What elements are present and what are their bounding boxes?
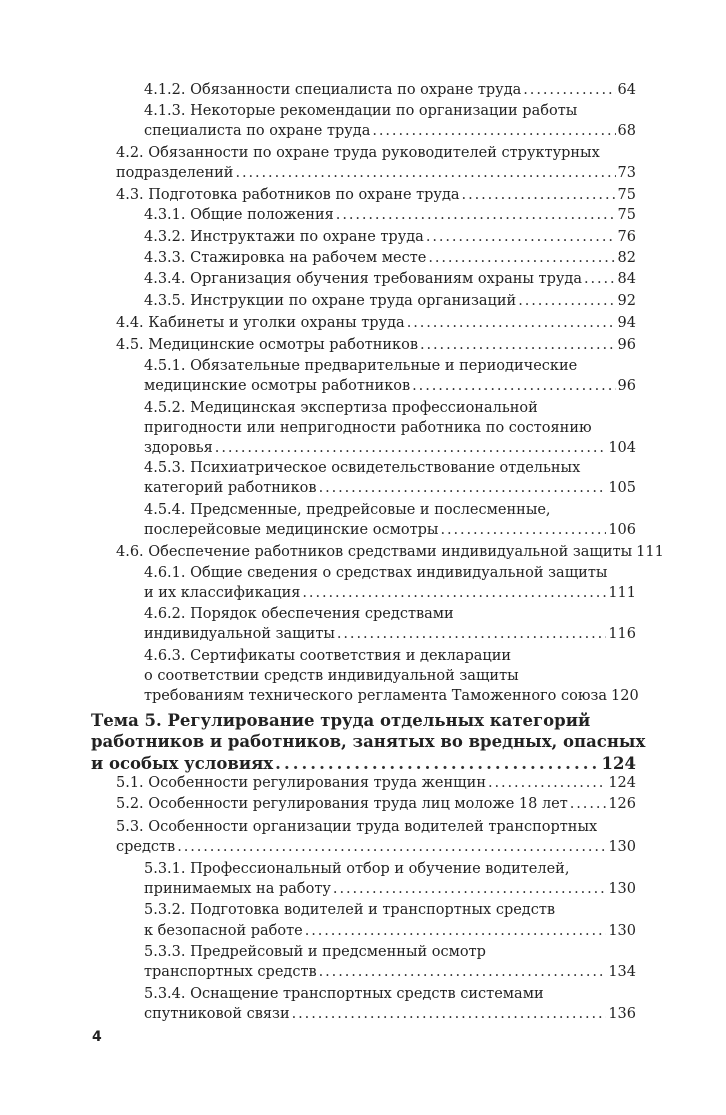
toc-entry-text: 4.6.1. Общие сведения о средствах индивидуальной защиты [144,565,608,581]
toc-entry-text: 4.3.4. Организация обучения требованиям охраны труда [144,271,582,287]
toc-page-number: 76 [617,229,636,245]
toc-line [144,438,636,459]
dot-leader [462,185,616,206]
toc-line [144,942,636,963]
toc-line [144,101,636,122]
dot-leader [336,205,616,226]
toc-entry-text: 4.5.3. Психиатрическое освидетельствование отдельных [144,460,581,476]
dot-leader [407,313,616,334]
toc-line [144,604,636,625]
toc-line [91,731,646,753]
toc-line [116,335,636,356]
toc-entry-text: подразделений [116,165,234,181]
toc-line [116,313,636,334]
toc-page-number: 82 [617,250,636,266]
toc-line [144,500,636,521]
toc-page-number: 64 [617,82,636,98]
toc-page-number: 73 [617,165,636,181]
toc-entry-text: и их классификация [144,585,301,601]
toc-page-number: 124 [608,775,636,791]
toc-line [144,398,636,419]
toc-entry-text: 5.3.1. Профессиональный отбор и обучение водителей, [144,861,570,877]
dot-leader [426,227,616,248]
toc-entry-text: 5.3. Особенности организации труда водителей транспортных [116,819,598,835]
toc-entry-text: 4.3. Подготовка работников по охране труда [116,187,460,203]
toc-page-number: 111 [636,544,664,560]
toc-page-number: 68 [617,123,636,139]
dot-leader [420,335,616,356]
dot-leader [440,520,606,541]
toc-entry-text: средств [116,839,176,855]
toc-entry-text: 4.3.3. Стажировка на рабочем месте [144,250,427,266]
toc-page-number: 130 [608,923,636,939]
toc-entry-text: 4.3.1. Общие положения [144,207,334,223]
dot-leader [305,921,607,942]
toc-entry-text: 4.5.1. Обязательные предварительные и периодические [144,358,578,374]
toc-page-number: 116 [608,626,636,642]
toc-line [91,710,636,732]
toc-line [144,248,636,269]
toc-page-number: 94 [617,315,636,331]
dot-leader [584,269,616,290]
dot-leader [523,80,615,101]
dot-leader [488,773,606,794]
dot-leader [412,376,615,397]
toc-line [144,921,636,942]
toc-page-number: 134 [608,964,636,980]
toc-line [116,185,636,206]
toc-entry-text: 5.3.4. Оснащение транспортных средств системами [144,986,544,1002]
toc-line [144,583,636,604]
toc-line [144,121,636,142]
toc-entry-text: послерейсовые медицинские осмотры [144,522,439,538]
dot-leader [302,583,606,604]
page-number: 4 [92,1029,102,1045]
toc-line [144,879,636,900]
toc-line [144,376,636,397]
toc-entry-text: индивидуальной защиты [144,626,335,642]
toc-line [144,478,636,499]
toc-entry-text: 5.2. Особенности регулирования труда лиц моложе 18 лет [116,796,568,812]
toc-line [116,817,636,838]
toc-line [144,646,636,667]
toc-line [144,859,636,880]
toc-entry-text: о соответствии средств индивидуальной защиты [144,668,519,684]
toc-line [144,291,636,312]
toc-entry-text: 5.3.2. Подготовка водителей и транспортных средств [144,902,556,918]
toc-line [144,269,636,290]
toc-page-number: 124 [601,754,636,773]
toc-entry-text: 4.6. Обеспечение работников средствами индивидуальной защиты [116,544,633,560]
toc-page-number: 105 [608,480,636,496]
toc-line [144,1004,636,1025]
toc-entry-text: 4.3.5. Инструкции по охране труда организаций [144,293,517,309]
toc-line [144,418,636,439]
toc-entry-text: 4.5. Медицинские осмотры работников [116,337,418,353]
toc-page-number: 75 [617,187,636,203]
toc-line [116,143,636,164]
toc-entry-text: здоровья [144,440,213,456]
toc-entry-text: медицинские осмотры работников [144,378,411,394]
toc-line [144,624,636,645]
toc-entry-text: 4.1.3. Некоторые рекомендации по организации работы [144,103,578,119]
toc-line [144,205,636,226]
toc-line [144,962,636,983]
toc-line [91,753,636,775]
toc-entry-text: 4.5.2. Медицинская экспертиза профессиональной [144,400,538,416]
toc-page-number: 104 [608,440,636,456]
toc-line [144,227,636,248]
dot-leader [337,624,606,645]
toc-page-number: 130 [608,881,636,897]
toc-entry-text: к безопасной работе [144,923,303,939]
toc-page-number: 136 [608,1006,636,1022]
toc-entry-text: 4.6.2. Порядок обеспечения средствами [144,606,454,622]
toc-line [144,80,636,101]
toc-line [116,163,636,184]
toc-entry-text: специалиста по охране труда [144,123,371,139]
dot-leader [428,248,615,269]
toc-line [144,563,636,584]
toc-page-number: 130 [608,839,636,855]
toc-line [144,686,639,707]
dot-leader [333,879,606,900]
toc-entry-text: 4.3.2. Инструктажи по охране труда [144,229,424,245]
toc-entry-text: пригодности или непригодности работника по состоянию [144,420,592,436]
toc-line [116,794,636,815]
toc-entry-text: 4.6.3. Сертификаты соответствия и декларации [144,648,512,664]
toc-page-number: 96 [617,378,636,394]
dot-leader [518,291,615,312]
toc-page-number: 126 [608,796,636,812]
toc-line [144,520,636,541]
dot-leader [372,121,615,142]
toc-line [144,356,636,377]
dot-leader [319,962,607,983]
toc-entry-text: спутниковой связи [144,1006,290,1022]
toc-entry-text: категорий работников [144,480,317,496]
dot-leader [570,794,607,815]
toc-entry-text: и особых условиях [91,754,274,773]
toc-page-number: 120 [611,688,639,704]
toc-entry-text: 4.4. Кабинеты и уголки охраны труда [116,315,405,331]
toc-page-number: 111 [608,585,636,601]
dot-leader [177,837,606,858]
toc-line [116,837,636,858]
toc-line [144,900,636,921]
toc-page-number: 92 [617,293,636,309]
toc-line [144,458,636,479]
toc-entry-text: Тема 5. Регулирование труда отдельных категорий [91,711,591,730]
toc-entry-text: 4.2. Обязанности по охране труда руководителей структурных [116,145,600,161]
toc-page-number: 96 [617,337,636,353]
dot-leader [235,163,615,184]
toc-line [144,666,636,687]
toc-entry-text: 5.3.3. Предрейсовый и предсменный осмотр [144,944,486,960]
toc-entry-text: требованиям технического регламента Таможенного союза [144,688,608,704]
toc-entry-text: транспортных средств [144,964,317,980]
toc-page-number: 106 [608,522,636,538]
toc-entry-text: работников и работников, занятых во вредных, опасных [91,732,646,751]
toc-line [144,984,636,1005]
toc-page-number: 84 [617,271,636,287]
dot-leader [292,1004,607,1025]
dot-leader [275,753,599,775]
toc-line [116,542,664,563]
toc-page-number: 75 [617,207,636,223]
toc-line [116,773,636,794]
dot-leader [319,478,607,499]
toc-entry-text: 4.5.4. Предсменные, предрейсовые и послесменные, [144,502,551,518]
dot-leader [215,438,607,459]
toc-entry-text: 5.1. Особенности регулирования труда женщин [116,775,486,791]
toc-entry-text: принимаемых на работу [144,881,331,897]
toc-entry-text: 4.1.2. Обязанности специалиста по охране труда [144,82,522,98]
